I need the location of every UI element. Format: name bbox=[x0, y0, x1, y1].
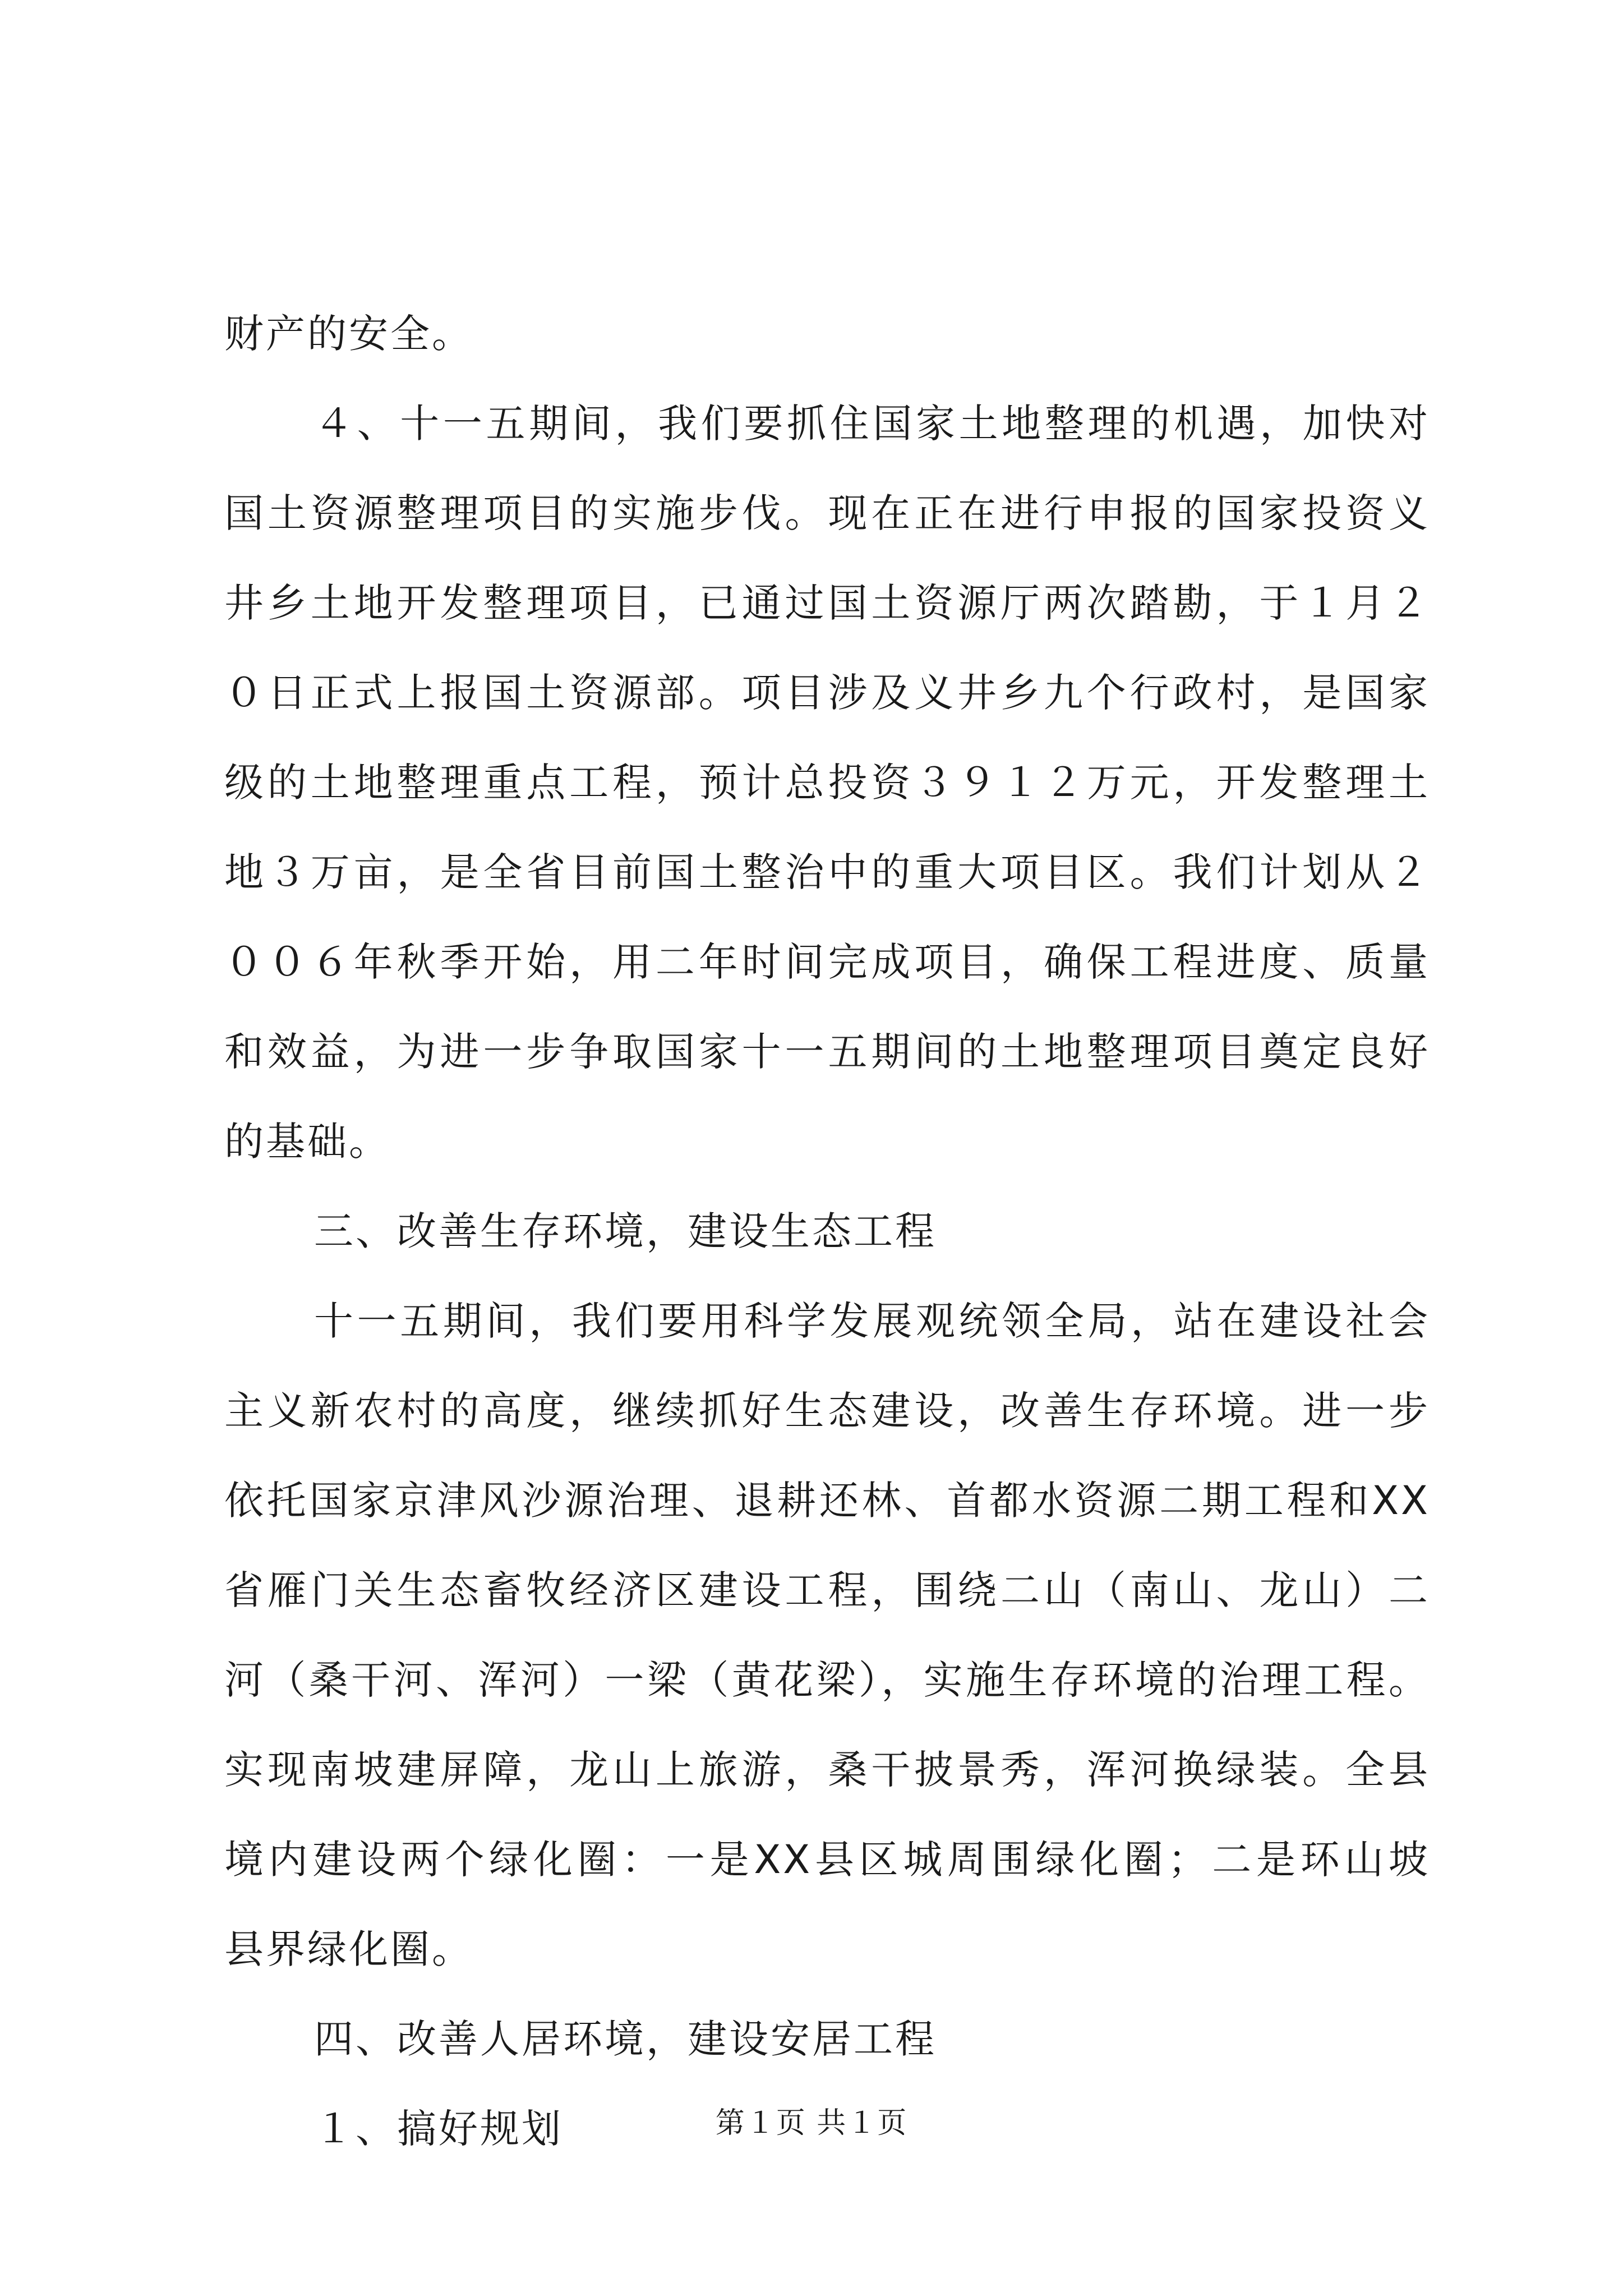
paragraph-line: ００６年秋季开始，用二年时间完成项目，确保工程进度、质量 bbox=[224, 939, 1430, 985]
paragraph-line: 和效益，为进一步争取国家十一五期间的土地整理项目奠定良好 bbox=[224, 1029, 1430, 1075]
paragraph-line: 依托国家京津风沙源治理、退耕还林、首都水资源二期工程和XX bbox=[224, 1478, 1430, 1524]
paragraph-line: 财产的安全。 bbox=[224, 311, 473, 357]
paragraph-line: 井乡土地开发整理项目，已通过国土资源厅两次踏勘，于１月２ bbox=[224, 580, 1430, 626]
paragraph-line: 县界绿化圈。 bbox=[224, 1926, 473, 1972]
paragraph-line: 省雁门关生态畜牧经济区建设工程，围绕二山（南山、龙山）二 bbox=[224, 1567, 1430, 1613]
section-heading: 三、改善生存环境，建设生态工程 bbox=[314, 1208, 937, 1254]
paragraph-line: 的基础。 bbox=[224, 1119, 390, 1165]
subsection-heading: １、搞好规划 bbox=[314, 2106, 563, 2152]
page-number-footer: 第１页 共１页 bbox=[715, 2106, 908, 2140]
paragraph-line: 境内建设两个绿化圈：一是XX县区城周围绿化圈；二是环山坡 bbox=[224, 1837, 1430, 1883]
paragraph-line: ４、十一五期间，我们要抓住国家土地整理的机遇，加快对 bbox=[314, 401, 1430, 447]
paragraph-line: 河（桑干河、浑河）一梁（黄花梁），实施生存环境的治理工程。 bbox=[224, 1657, 1430, 1703]
paragraph-line: 级的土地整理重点工程，预计总投资３９１２万元，开发整理土 bbox=[224, 760, 1430, 806]
paragraph-line: 实现南坡建屏障，龙山上旅游，桑干披景秀，浑河换绿装。全县 bbox=[224, 1747, 1430, 1793]
section-heading: 四、改善人居环境，建设安居工程 bbox=[314, 2016, 937, 2062]
paragraph-line: 主义新农村的高度，继续抓好生态建设，改善生存环境。进一步 bbox=[224, 1388, 1430, 1434]
paragraph-line: 国土资源整理项目的实施步伐。现在正在进行申报的国家投资义 bbox=[224, 490, 1430, 536]
paragraph-line: 十一五期间，我们要用科学发展观统领全局，站在建设社会 bbox=[314, 1298, 1430, 1344]
paragraph-line: 地３万亩，是全省目前国土整治中的重大项目区。我们计划从２ bbox=[224, 849, 1430, 895]
paragraph-line: ０日正式上报国土资源部。项目涉及义井乡九个行政村，是国家 bbox=[224, 670, 1430, 716]
